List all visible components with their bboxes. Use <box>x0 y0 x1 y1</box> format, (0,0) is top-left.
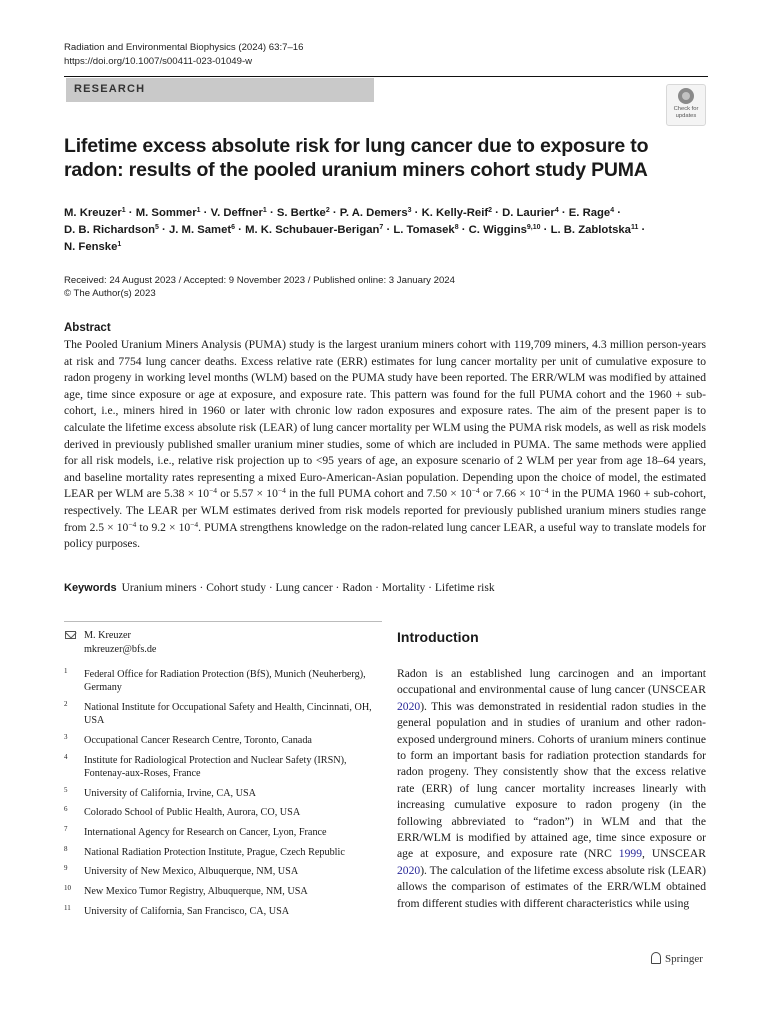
corresponding-email[interactable]: mkreuzer@bfs.de <box>84 643 157 655</box>
author-name: M. Kreuzer <box>64 207 122 219</box>
affiliation-ref[interactable]: 7 <box>379 224 384 231</box>
affiliation-ref[interactable]: 4 <box>610 207 615 214</box>
crossmark-label: Check for updates <box>673 106 699 119</box>
footnote-rule <box>64 621 382 622</box>
author-separator: · <box>558 207 569 219</box>
author-name: E. Rage <box>568 207 611 219</box>
author-name: L. Tomasek <box>393 224 455 236</box>
author-name: S. Bertke <box>276 207 326 219</box>
keywords <box>64 582 495 594</box>
affiliation-text: National Radiation Protection Institute, Prague, Czech Republic <box>84 846 345 858</box>
author[interactable] <box>245 224 383 236</box>
affiliation-number: 1 <box>64 667 68 675</box>
author-name: C. Wiggins <box>468 224 527 236</box>
article-type-bar <box>66 78 374 102</box>
affiliation-item <box>64 865 382 878</box>
affiliation-text: New Mexico Tumor Registry, Albuquerque, NM, USA <box>84 886 308 898</box>
affiliation-number: 3 <box>64 732 68 741</box>
affiliation-ref[interactable]: 1 <box>121 207 126 214</box>
springer-horse-icon <box>651 952 661 964</box>
author-name: L. B. Zablotska <box>550 224 631 236</box>
author[interactable] <box>340 207 412 219</box>
affiliation-item <box>64 806 382 819</box>
affiliation-item <box>64 885 382 898</box>
check-for-updates-button[interactable] <box>666 84 706 126</box>
author-separator: · <box>492 207 503 219</box>
affiliation-number: 6 <box>64 805 68 814</box>
author-name: K. Kelly-Reif <box>421 207 489 219</box>
author-name: V. Deffner <box>210 207 263 219</box>
copyright: © The Author(s) 2023 <box>64 288 156 299</box>
author[interactable] <box>569 207 614 219</box>
author-separator: · <box>200 207 211 219</box>
affiliation-item <box>64 754 382 781</box>
affiliation-item <box>64 701 382 728</box>
introduction-body: Radon is an established lung carcinogen and an important occupational and environmental cause of lung cancer (UNSCEAR 2020). This was demonstrated in residential radon studies in the general population and in studies of uranium and other radon-exposed underground miners. Cohorts of uranium miners continue to form an important basis for radiation protection standards for radon progeny. They consistently show that the excess relative rate (ERR) of lung cancer mortality increases linearly with increasing cumulative exposure to radon progeny (in the following abbreviated to “radon”) in WLM and that the ERR/WLM is modified by attained age, time since exposure or age at exposure, and exposure rate (NRC 1999, UNSCEAR 2020). The calculation of the lifetime excess absolute risk (LEAR) allows the comparison of estimates of the ERR/WLM obtained from different studies with different characteristics while using <box>397 667 706 910</box>
author-separator: · <box>540 224 551 236</box>
affiliation-ref[interactable]: 4 <box>554 207 559 214</box>
author-name: D. B. Richardson <box>64 224 156 236</box>
affiliation-text: Federal Office for Radiation Protection (BfS), Munich (Neuherberg), Germany <box>84 669 366 694</box>
author[interactable] <box>169 224 235 236</box>
author-name: N. Fenske <box>64 241 118 253</box>
author[interactable] <box>64 241 121 253</box>
keywords-list: Uranium miners · Cohort study · Lung cancer · Radon · Mortality · Lifetime risk <box>121 582 495 594</box>
article-type-label: RESEARCH <box>74 83 146 95</box>
header-rule <box>64 76 708 77</box>
affiliation-item <box>64 734 382 747</box>
author-separator: · <box>458 224 469 236</box>
citation-link[interactable]: 2020 <box>397 699 421 713</box>
author-separator: · <box>266 207 277 219</box>
affiliation-number: 11 <box>64 903 71 912</box>
affiliation-item <box>64 787 382 800</box>
affiliation-number: 8 <box>64 844 68 853</box>
publisher-logo <box>651 952 703 965</box>
affiliation-ref[interactable]: 3 <box>407 207 412 214</box>
corresponding-name: M. Kreuzer <box>84 630 131 641</box>
affiliation-number: 5 <box>64 785 68 794</box>
author-name: M. K. Schubauer-Berigan <box>245 224 380 236</box>
affiliation-number: 4 <box>64 752 68 761</box>
affiliation-item <box>64 826 382 839</box>
author-separator: · <box>411 207 422 219</box>
affiliation-text: University of New Mexico, Albuquerque, NM, USA <box>84 866 299 878</box>
author[interactable] <box>502 207 559 219</box>
citation-link[interactable]: 2020 <box>397 863 421 877</box>
author[interactable] <box>64 224 159 236</box>
affiliation-ref[interactable]: 6 <box>231 224 236 231</box>
author[interactable] <box>393 224 458 236</box>
journal-citation: Radiation and Environmental Biophysics (2024) 63:7–16 <box>64 42 304 53</box>
citation-link[interactable]: 1999 <box>618 847 642 861</box>
affiliation-ref[interactable]: 5 <box>155 224 159 231</box>
affiliation-text: Institute for Radiological Protection and Nuclear Safety (IRSN), Fontenay-aux-Roses, France <box>84 754 347 779</box>
abstract-body: The Pooled Uranium Miners Analysis (PUMA) study is the largest uranium miners cohort with 119,709 miners, 4.3 million person-years at risk and 7754 lung cancer deaths. Excess relative rate (ERR) estimates for lung cancer mortality per unit of cumulative exposure to radon progeny in working level months (WLM) based on the PUMA study have been reported. The ERR/WLM was modified by attained age, time since exposure or age at exposure, and exposure rate. This pattern was found for the full PUMA cohort and the 1960 + sub-cohort, i.e., miners hired in 1960 or later with chronic low radon exposures and exposure rates. The aim of the present paper is to calculate the lifetime excess absolute risk (LEAR) of lung cancer mortality per WLM using the PUMA risk models, as well as risk models derived in previously published smaller uranium miner studies, some of which are included in PUMA. The same methods were applied for all risk models, i.e., relative risk projection up to <95 years of age, an exposure scenario of 2 WLM per year from age 18–64 years, and baseline mortality rates representing a mixed Euro-American-Asian population. Depending upon the choice of model, the estimated LEAR per WLM are $5.38 \times 10^{-4}$ or $5.57 \times 10^{-4}$ in the full PUMA cohort and $7.50 \times 10^{-4}$ or $7.66 \times 10^{-4}$ in the PUMA 1960 + sub-cohort, respectively. The LEAR per WLM estimates derived from risk models reported for previously published uranium miners studies range from $2.5 \times 10^{-4}$ to $9.2 \times 10^{-4}$. PUMA strengthens knowledge on the radon-related lung cancer LEAR, a useful way to translate models for policy purposes. <box>64 338 707 551</box>
affiliation-ref[interactable]: 11 <box>630 224 639 231</box>
article-title: Lifetime excess absolute risk for lung cancer due to exposure to radon: results of the pooled uranium miners cohort study PUMA <box>64 135 649 181</box>
introduction-heading: Introduction <box>397 629 479 645</box>
author[interactable] <box>211 207 267 219</box>
affiliation-text: National Institute for Occupational Safety and Health, Cincinnati, OH, USA <box>84 701 372 727</box>
author[interactable] <box>551 224 639 236</box>
affiliation-text: University of California, Irvine, CA, USA <box>84 787 257 799</box>
corresponding-author <box>64 629 382 656</box>
envelope-icon <box>65 631 76 639</box>
affiliation-number: 10 <box>64 884 71 893</box>
author[interactable] <box>136 207 201 219</box>
author-separator: · <box>158 224 169 236</box>
affiliation-text: University of California, San Francisco, CA, USA <box>84 905 290 917</box>
affiliation-item <box>64 846 382 859</box>
affiliation-ref[interactable]: 1 <box>262 207 267 214</box>
abstract-heading: Abstract <box>64 322 111 334</box>
affiliation-ref[interactable]: 9,10 <box>526 224 541 231</box>
keywords-label: Keywords <box>64 582 117 594</box>
affiliation-number: 9 <box>64 864 68 873</box>
journal-header <box>64 41 303 68</box>
author-separator: · <box>235 224 246 236</box>
history-dates: Received: 24 August 2023 / Accepted: 9 November 2023 / Published online: 3 January 2024 <box>64 275 455 286</box>
author-name: J. M. Samet <box>168 224 232 236</box>
author-list <box>64 205 704 256</box>
doi-link[interactable]: https://doi.org/10.1007/s00411-023-01049-w <box>64 55 253 67</box>
author-name: D. Laurier <box>502 207 555 219</box>
publication-dates <box>64 274 455 300</box>
affiliation-text: Occupational Cancer Research Centre, Toronto, Canada <box>84 734 312 746</box>
affiliation-ref[interactable]: 1 <box>117 241 122 248</box>
author[interactable] <box>469 224 541 236</box>
affiliation-list <box>64 668 382 924</box>
affiliation-item <box>64 668 382 695</box>
affiliation-text: Colorado School of Public Health, Aurora, CO, USA <box>84 807 301 819</box>
author-name: M. Sommer <box>135 207 197 219</box>
affiliation-item <box>64 905 382 918</box>
affiliation-ref[interactable]: 2 <box>325 207 330 214</box>
crossmark-icon <box>678 88 694 104</box>
author-separator: · <box>329 207 340 219</box>
affiliation-number: 2 <box>64 699 68 708</box>
affiliation-ref[interactable]: 8 <box>454 224 459 231</box>
affiliation-ref[interactable]: 2 <box>488 207 493 214</box>
affiliation-ref[interactable]: 1 <box>196 207 201 214</box>
author[interactable] <box>64 207 126 219</box>
publisher-name: Springer <box>665 953 703 965</box>
author-separator: · <box>383 224 394 236</box>
affiliation-text: International Agency for Research on Cancer, Lyon, France <box>84 827 327 839</box>
author-separator: · <box>638 224 646 236</box>
author[interactable] <box>277 207 330 219</box>
affiliation-number: 7 <box>64 825 68 834</box>
author-separator: · <box>125 207 136 219</box>
author-name: P. A. Demers <box>339 207 408 219</box>
author[interactable] <box>422 207 492 219</box>
author-separator: · <box>614 207 622 219</box>
